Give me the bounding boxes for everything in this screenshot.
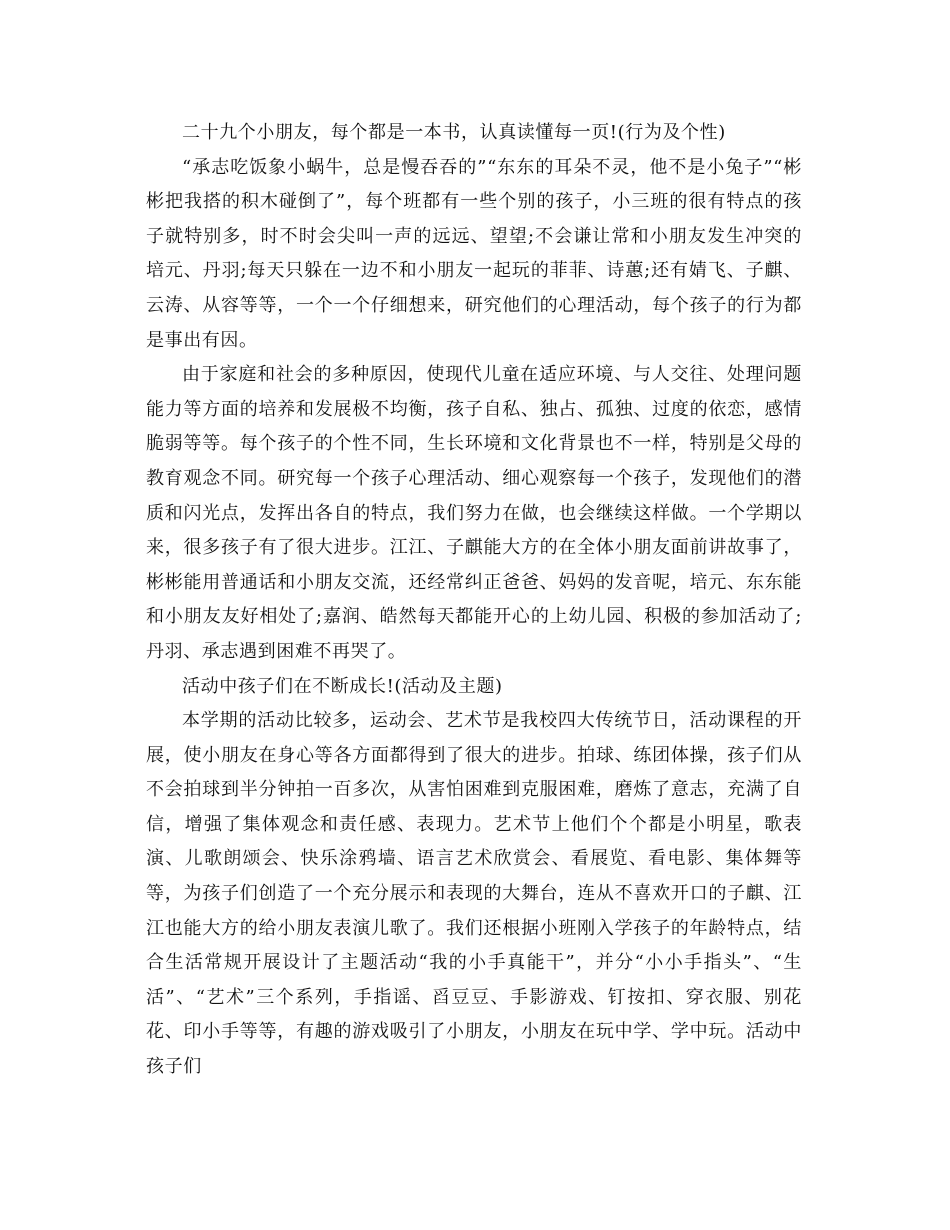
section-heading-activities: 活动中孩子们在不断成长!(活动及主题) xyxy=(182,675,503,697)
paragraph-development-progress: 由于家庭和社会的多种原因，使现代儿童在适应环境、与人交往、处理问题能力等方面的培养和发展极不均衡，孩子自私、独占、孤独、过度的依恋，感情脆弱等等。每个孩子的个性不同，生长环境和文化背景也不一样，特别是父母的教育观念不同。研究每一个孩子心理活动、细心观察每一个孩子，发现他们的潜质和闪光点，发挥出各自的特点，我们努力在做，也会继续这样做。一个学期以来，很多孩子有了很大进步。江江、子麒能大方的在全体小朋友面前讲故事了，彬彬能用普通话和小朋友交流，还经常纠正爸爸、妈妈的发音呢，培元、东东能和小朋友友好相处了;嘉润、皓然每天都能开心的上幼儿园、积极的参加活动了;丹羽、承志遇到困难不再哭了。 xyxy=(146,364,802,662)
paragraph-children-examples: “承志吃饭象小蜗牛，总是慢吞吞的”“东东的耳朵不灵，他不是小兔子”“彬彬把我搭的积木碰倒了”，每个班都有一些个别的孩子，小三班的很有特点的孩子就特别多，时不时会尖叫一声的远远、望望;不会谦让常和小朋友发生冲突的培元、丹羽;每天只躲在一边不和小朋友一起玩的菲菲、诗蕙;还有婧飞、子麒、云涛、从容等等，一个一个仔细想来，研究他们的心理活动，每个孩子的行为都是事出有因。 xyxy=(146,156,802,351)
section-heading-behavior: 二十九个小朋友，每个都是一本书，认真读懂每一页!(行为及个性) xyxy=(182,122,726,143)
document-body xyxy=(146,116,802,1085)
paragraph-activities-themes: 本学期的活动比较多，运动会、艺术节是我校四大传统节日，活动课程的开展，使小朋友在身心等各方面都得到了很大的进步。拍球、练团体操，孩子们从不会拍球到半分钟拍一百多次，从害怕困难到克服困难，磨炼了意志，充满了自信，增强了集体观念和责任感、表现力。艺术节上他们个个都是小明星，歌表演、儿歌朗颂会、快乐涂鸦墙、语言艺术欣赏会、看展览、看电影、集体舞等等，为孩子们创造了一个充分展示和表现的大舞台，连从不喜欢开口的子麒、江江也能大方的给小朋友表演儿歌了。我们还根据小班刚入学孩子的年龄特点，结合生活常规开展设计了主题活动“我的小手真能干”，并分“小小手指头”、“生活”、“艺术”三个系列，手指谣、舀豆豆、手影游戏、钉按扣、穿衣服、别花花、印小手等等，有趣的游戏吸引了小朋友，小朋友在玩中学、学中玩。活动中孩子们 xyxy=(146,710,802,1078)
